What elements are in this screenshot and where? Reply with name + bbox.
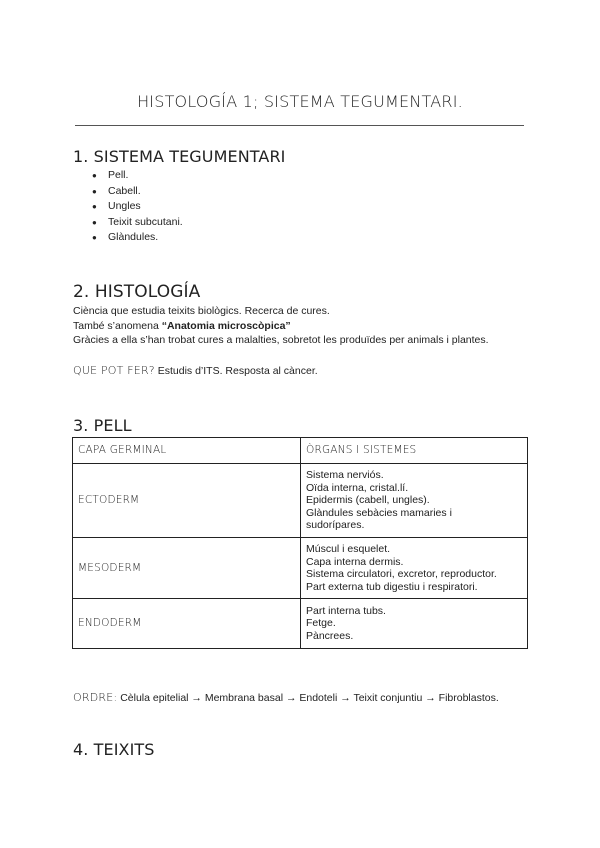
organ-line: Sistema circulatori, excretor, reproductor. — [306, 568, 497, 580]
organ-line: Capa interna dermis. — [306, 555, 404, 568]
ordre-label: ORDRE: — [73, 691, 118, 704]
organ-line: Múscul i esquelet. — [306, 543, 391, 555]
table-cell-organs — [301, 464, 528, 538]
table-row — [73, 599, 528, 649]
section-3-heading: 3. PELL — [73, 416, 132, 435]
layer-name: MESODERM — [78, 561, 142, 574]
organ-line: sudorípares. — [306, 519, 365, 532]
table-cell-layer — [73, 464, 301, 538]
germinal-layers-table — [72, 437, 528, 649]
organ-line: Sistema nerviós. — [306, 469, 384, 482]
organ-line: Glàndules sebàcies mamaries i — [306, 506, 452, 519]
layer-name: ENDODERM — [78, 617, 142, 630]
table-cell-organs — [301, 538, 528, 599]
bold-term: “Anatomia microscòpica” — [161, 320, 291, 332]
paragraph-line: Ciència que estudia teixits biològics. Recerca de cures. — [73, 305, 330, 317]
table-header-cell: ÒRGANS I SISTEMES — [301, 438, 528, 464]
section-1-list — [92, 168, 183, 246]
section-4-heading: 4. TEIXITS — [73, 740, 155, 759]
table-header-row — [73, 438, 528, 464]
que-pot-fer-label: QUE POT FER? — [73, 364, 155, 377]
organ-line: Pàncrees. — [306, 629, 354, 642]
table-header-cell: CAPA GERMINAL — [73, 438, 301, 464]
list-item: ● Glàndules. — [92, 230, 183, 246]
paragraph-line: Gràcies a ella s’han trobat cures a malalties, sobretot les produïdes per animals i plantes. — [73, 334, 489, 346]
organ-line: Part externa tub digestiu i respiratori. — [306, 580, 478, 593]
section-2-heading: 2. HISTOLOGÍA — [73, 282, 201, 302]
title-divider — [75, 125, 524, 126]
list-item: ● Cabell. — [92, 184, 183, 200]
que-pot-fer-text: Estudis d’ITS. Resposta al càncer. — [154, 365, 318, 377]
list-item: ● Ungles — [92, 199, 183, 215]
organ-line: Fetge. — [306, 617, 336, 630]
table-row — [73, 464, 528, 538]
table-cell-organs — [301, 599, 528, 649]
layer-name: ECTODERM — [78, 494, 140, 507]
section-1-heading: 1. SISTEMA TEGUMENTARI — [73, 147, 286, 166]
organ-line: Epidermis (cabell, ungles). — [306, 494, 430, 507]
ordre-text: Cèlula epitelial → Membrana basal → Endoteli → Teixit conjuntiu → Fibroblastos. — [117, 692, 499, 704]
list-item: ● Pell. — [92, 168, 183, 184]
organ-line: Oïda interna, cristal.lí. — [306, 481, 409, 494]
que-pot-fer-line — [73, 364, 318, 377]
organ-line: Part interna tubs. — [306, 604, 386, 617]
table-row — [73, 538, 528, 599]
list-item: ● Teixit subcutani. — [92, 215, 183, 231]
ordre-line — [73, 691, 499, 704]
paragraph-text: També s’anomena — [73, 320, 162, 332]
table-cell-layer — [73, 599, 301, 649]
paragraph-line — [73, 320, 291, 332]
document-title: HISTOLOGÍA 1; SISTEMA TEGUMENTARI. — [137, 92, 463, 111]
table-cell-layer — [73, 538, 301, 599]
